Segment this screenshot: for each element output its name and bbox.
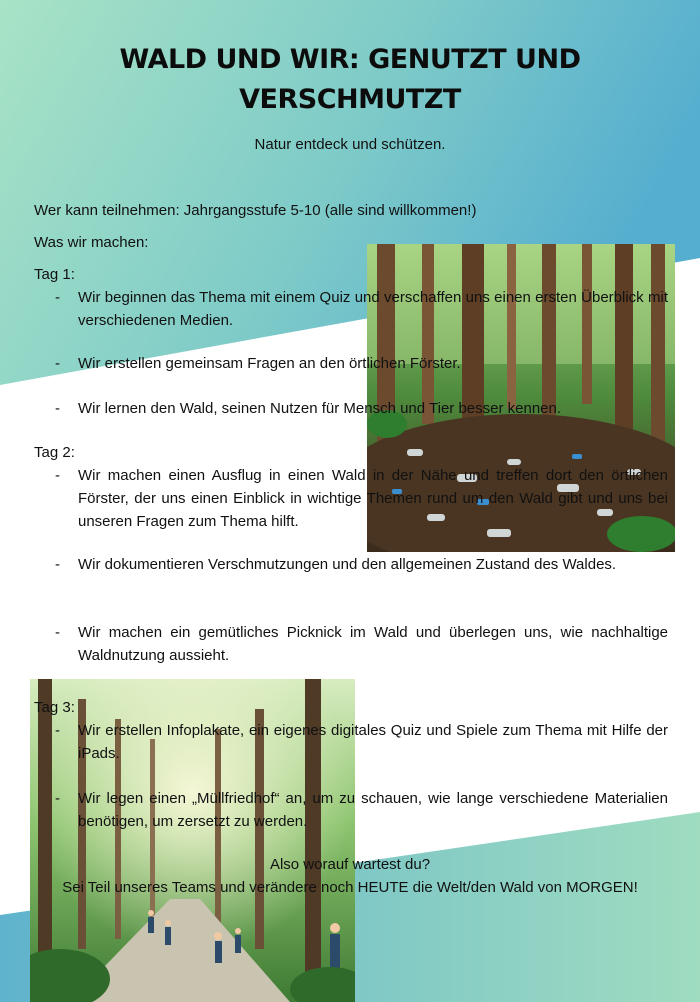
- bullet-dash: -: [55, 722, 60, 739]
- day2-item-2: Wir dokumentieren Verschmutzungen und den allgemeinen Zustand des Waldes.: [78, 556, 617, 573]
- bullet-dash: -: [55, 556, 60, 573]
- day1-label: Tag 1:: [34, 266, 75, 283]
- closing-call-to-action: Sei Teil unseres Teams und verändere noch HEUTE die Welt/den Wald von MORGEN!: [62, 879, 638, 896]
- bullet-dash: -: [55, 624, 60, 641]
- day1-item-1: Wir beginnen das Thema mit einem Quiz und verschaffen uns einen ersten Überblick mit verschiedenen Medien.: [78, 289, 668, 329]
- bullet-dash: -: [55, 467, 60, 484]
- participants-text: Wer kann teilnehmen: Jahrgangsstufe 5-10 (alle sind willkommen!): [34, 202, 477, 219]
- bullet-dash: -: [55, 790, 60, 807]
- day1-item-3: Wir lernen den Wald, seinen Nutzen für Mensch und Tier besser kennen.: [78, 400, 562, 417]
- bullet-dash: -: [55, 400, 60, 417]
- day3-label: Tag 3:: [34, 699, 75, 716]
- title-line-1: WALD UND WIR: GENUTZT UND: [119, 44, 581, 75]
- bullet-dash: -: [55, 289, 60, 306]
- title-line-2: VERSCHMUTZT: [239, 84, 461, 115]
- day2-label: Tag 2:: [34, 444, 75, 461]
- day2-item-1: Wir machen einen Ausflug in einen Wald in der Nähe und treffen dort den örtlichen Förster, der uns einen Einblick in wichtige Themen rund um den Wald gibt und uns bei unseren Fragen zum Thema hilft.: [78, 467, 668, 530]
- bullet-dash: -: [55, 355, 60, 372]
- closing-question: Also worauf wartest du?: [269, 856, 431, 873]
- day3-item-2: Wir legen einen „Müllfriedhof“ an, um zu schauen, wie lange verschiedene Materialien benötigen, um zersetzt zu werden.: [78, 790, 668, 830]
- what-we-do-heading: Was wir machen:: [34, 234, 149, 251]
- day1-item-2: Wir erstellen gemeinsam Fragen an den örtlichen Förster.: [78, 355, 461, 372]
- subtitle: Natur entdeck und schützen.: [254, 136, 446, 153]
- day2-item-3: Wir machen ein gemütliches Picknick im Wald und überlegen uns, wie nachhaltige Waldnutzung aussieht.: [78, 624, 668, 664]
- page-title: [40, 40, 660, 120]
- day3-item-1: Wir erstellen Infoplakate, ein eigenes digitales Quiz und Spiele zum Thema mit Hilfe der iPads.: [78, 722, 668, 762]
